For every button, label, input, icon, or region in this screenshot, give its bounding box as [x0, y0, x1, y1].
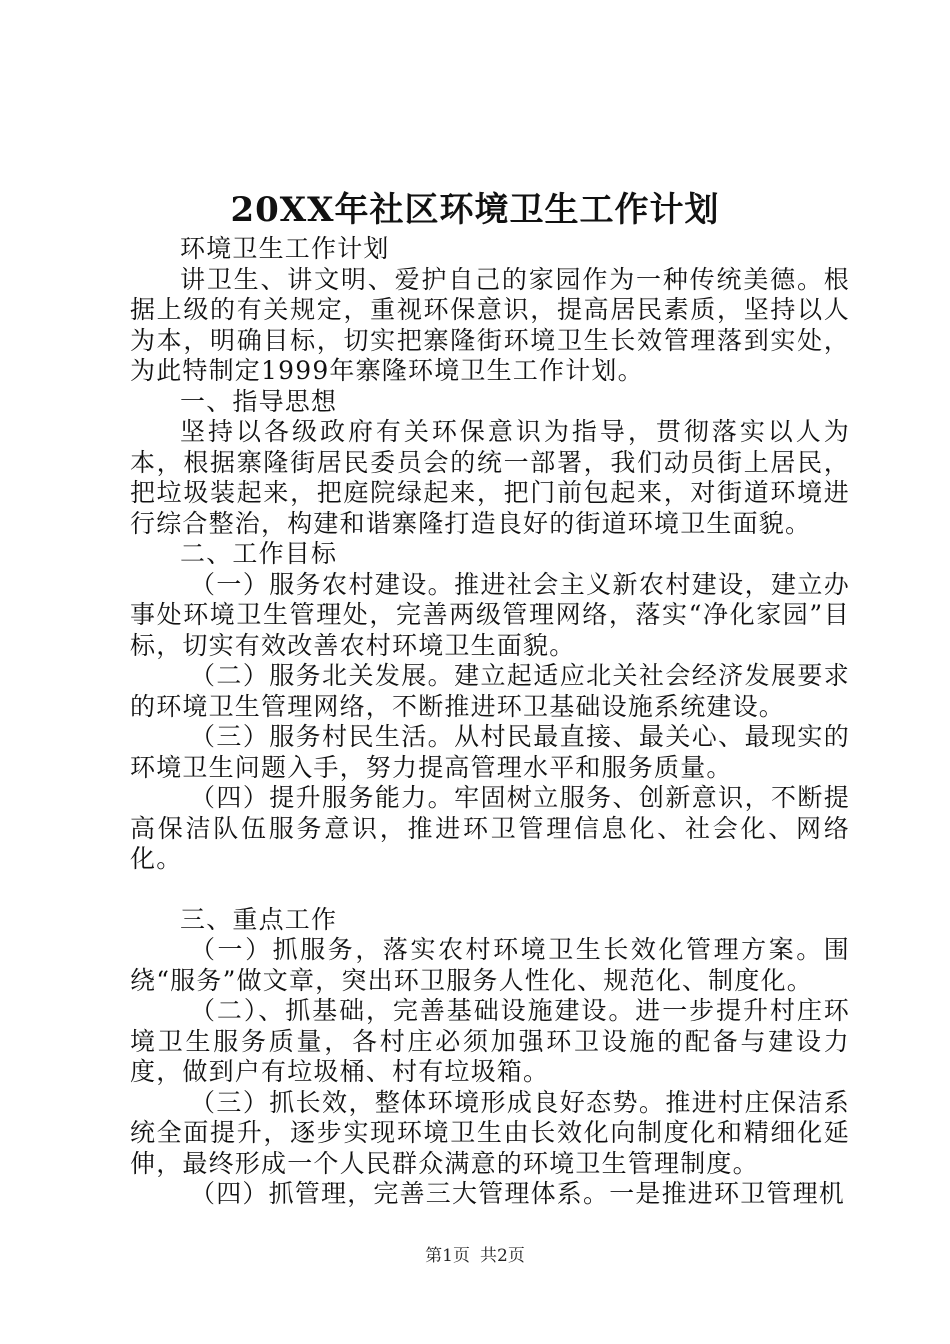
section-heading-work-goals: 二、工作目标: [180, 539, 338, 568]
paragraph-key-work-3: （三）抓长效，整体环境形成良好态势。推进村庄保洁系统全面提升，逐步实现环境卫生由长效化向制度化和精细化延伸，最终形成一个人民群众满意的环境卫生管理制度。: [130, 1087, 850, 1178]
paragraph-key-work-4: （四）抓管理，完善三大管理体系。一是推进环卫管理机: [190, 1179, 846, 1208]
paragraph-intro: 讲卫生、讲文明、爱护自己的家园作为一种传统美德。根据上级的有关规定，重视环保意识，提高居民素质，坚持以人为本，明确目标，切实把寨隆街环境卫生长效管理落到实处，为此特制定1999年寨隆环境卫生工作计划。: [130, 264, 850, 385]
paragraph-goal-4: （四）提升服务能力。牢固树立服务、创新意识，不断提高保洁队伍服务意识，推进环卫管理信息化、社会化、网络化。: [130, 783, 850, 873]
page-number: 第1页: [425, 1246, 470, 1266]
paragraph-subtitle: 环境卫生工作计划: [180, 234, 390, 263]
document-body: [130, 234, 850, 1210]
section-heading-guiding-ideology: 一、指导思想: [180, 386, 338, 416]
paragraph-goal-1: （一）服务农村建设。推进社会主义新农村建设，建立办事处环境卫生管理处，完善两级管理网络，落实“净化家园”目标，切实有效改善农村环境卫生面貌。: [130, 569, 850, 660]
paragraph-goal-3: （三）服务村民生活。从村民最直接、最关心、最现实的环境卫生问题入手，努力提高管理水平和服务质量。: [130, 722, 850, 782]
paragraph-guiding-ideology: 坚持以各级政府有关环保意识为指导，贯彻落实以人为本，根据寨隆街居民委员会的统一部署，我们动员街上居民，把垃圾装起来，把庭院绿起来，把门前包起来，对街道环境进行综合整治，构建和谐寨隆打造良好的街道环境卫生面貌。: [130, 417, 850, 538]
paragraph-key-work-2: （二）、抓基础，完善基础设施建设。进一步提升村庄环境卫生服务质量，各村庄必须加强环卫设施的配备与建设力度，做到户有垃圾桶、村有垃圾箱。: [130, 996, 850, 1086]
document-title: 20XX年社区环境卫生工作计划: [230, 190, 720, 230]
page-total: 共2页: [480, 1246, 525, 1266]
page-footer: [0, 1244, 950, 1268]
paragraph-goal-2: （二）服务北关发展。建立起适应北关社会经济发展要求的环境卫生管理网络，不断推进环卫基础设施系统建设。: [130, 661, 850, 721]
paragraph-key-work-1: （一）抓服务，落实农村环境卫生长效化管理方案。围绕“服务”做文章，突出环卫服务人性化、规范化、制度化。: [130, 935, 850, 995]
section-heading-key-work: 三、重点工作: [180, 904, 338, 934]
